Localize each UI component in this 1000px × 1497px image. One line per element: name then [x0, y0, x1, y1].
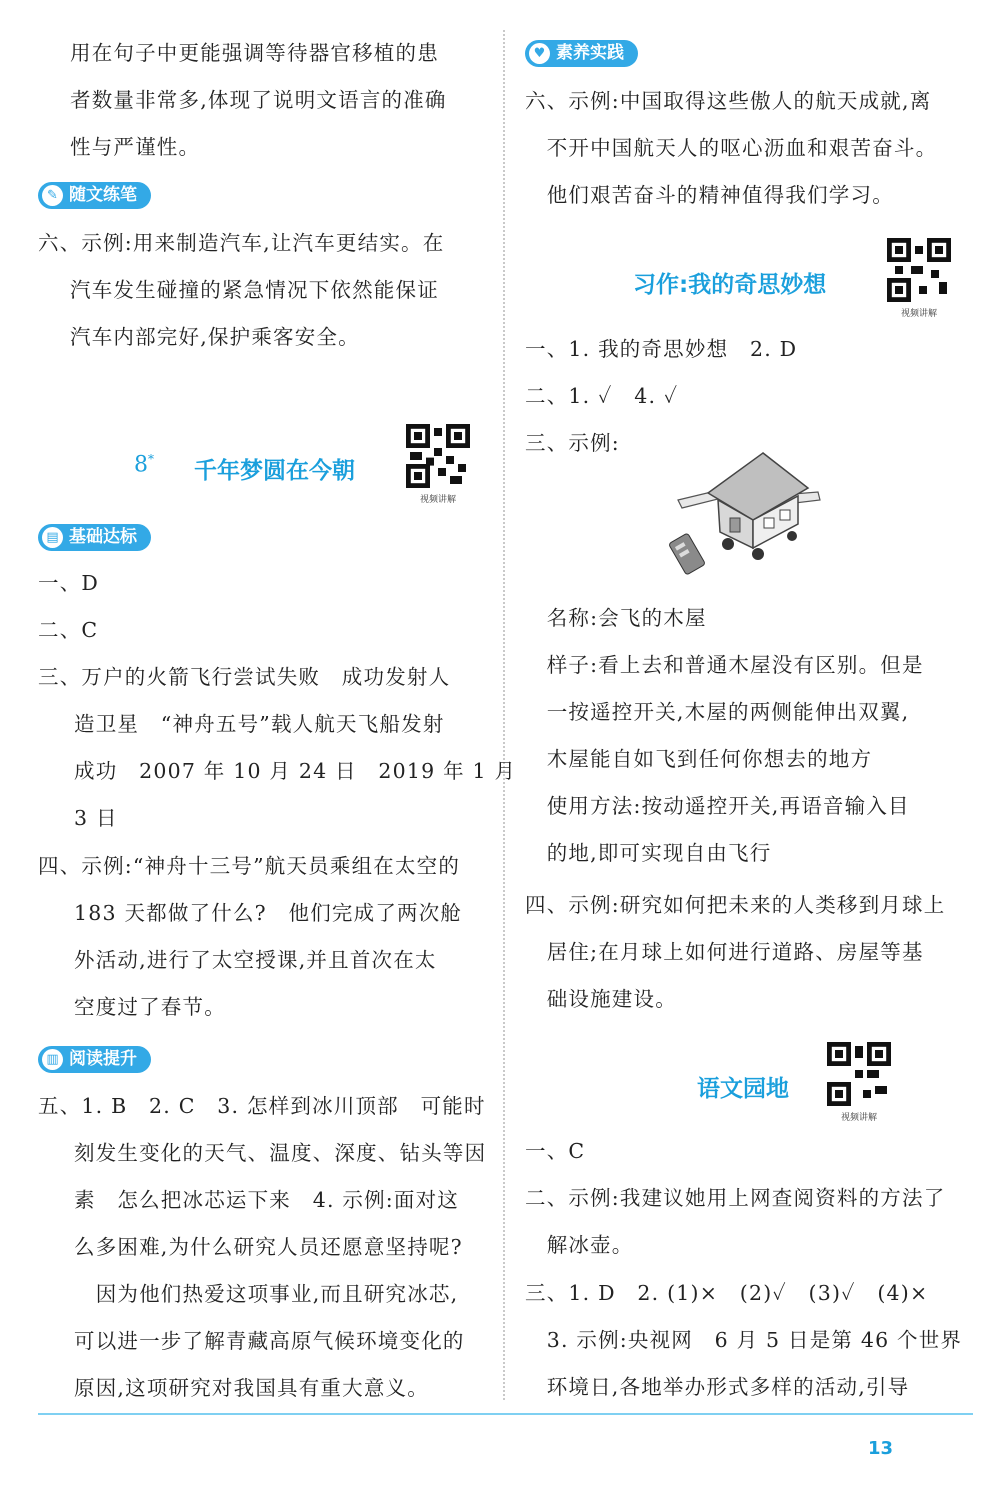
lesson-title: 千年梦圆在今朝 — [194, 458, 355, 484]
answer-si-left: 四、示例:“神舟十三号”航天员乘组在太空的 183 天都做了什么? 他们完成了两次舱 外活动,进行了太空授课,并且首次在太 空度过了春节。 — [38, 854, 463, 1019]
answer-er-yuandi: 二、示例:我建议她用上网查阅资料的方法了 解冰壶。 — [525, 1186, 946, 1257]
yuwen-yuandi-title: 语文园地 — [697, 1076, 789, 1102]
qr-code-lesson8[interactable]: 视频讲解 — [406, 424, 470, 505]
badge-suyang-shijian: ♥ 素养实践 — [525, 40, 638, 67]
answer-san-right-body: 名称:会飞的木屋 样子:看上去和普通木屋没有区别。但是 一按遥控开关,木屋的两侧能伸出双翼, 木屋能自如飞到任何你想去的地方 使用方法:按动遥控开关,再语音输入目 的地,即可实现自由飞行 — [525, 606, 924, 865]
answer-si-right: 四、示例:研究如何把未来的人类移到月球上 居住;在月球上如何进行道路、房屋等基 础设施建设。 — [525, 893, 946, 1011]
answer-yi-left: 一、D — [38, 571, 100, 595]
answer-liu-right: 六、示例:中国取得这些傲人的航天成就,离 不开中国航天人的呕心沥血和艰苦奋斗。 他们艰苦奋斗的精神值得我们学习。 — [525, 89, 938, 207]
document-icon: ▤ — [42, 527, 63, 548]
xizuo-title: 习作:我的奇思妙想 — [633, 272, 827, 298]
flying-house-illustration — [668, 448, 828, 578]
badge-suiwen-lianbi: ✎ 随文练笔 — [38, 182, 151, 209]
lightbulb-icon: ♥ — [529, 43, 550, 64]
page-number: 13 — [868, 1438, 894, 1459]
answer-er-left: 二、C — [38, 618, 99, 642]
answer-san-right-head: 三、示例: — [525, 431, 620, 455]
qr-code-icon — [827, 1042, 891, 1106]
pencil-icon: ✎ — [42, 185, 63, 206]
intro-paragraph: 用在句子中更能强调等待器官移植的患 者数量非常多,体现了说明文语言的准确 性与严谨性。 — [70, 41, 447, 159]
qr-code-xizuo[interactable]: 视频讲解 — [887, 238, 951, 319]
answer-wu-left: 五、1. B 2. C 3. 怎样到冰川顶部 可能时 刻发生变化的天气、温度、深度、钻头等因 素 怎么把冰芯运下来 4. 示例:面对这 么多困难,为什么研究人员还愿意坚持呢? 因为他们热爱这项事业,而且研究冰芯, 可以进一步了解青藏高原气候环境变化的 原因,这项研究对我国具有重大意义。 — [38, 1094, 487, 1400]
answer-san-left: 三、万户的火箭飞行尝试失败 成功发射人 造卫星 “神舟五号”载人航天飞船发射 成功 2007 年 10 月 24 日 2019 年 1 月 3 日 — [38, 665, 517, 830]
badge-jichu-dabiao: ▤ 基础达标 — [38, 524, 151, 551]
badge-yuedu-tisheng: ▥ 阅读提升 — [38, 1046, 151, 1073]
book-icon: ▥ — [42, 1049, 63, 1070]
qr-code-icon — [887, 238, 951, 302]
qr-code-icon — [406, 424, 470, 488]
footer-rule — [38, 1413, 973, 1415]
qr-code-yuandi[interactable]: 视频讲解 — [827, 1042, 891, 1123]
answer-er-right: 二、1. ✓ 4. ✓ — [525, 384, 679, 408]
answer-san-yuandi: 三、1. D 2. (1)× (2)✓ (3)✓ (4)× 3. 示例:央视网 6 月 5 日是第 46 个世界 环境日,各地举办形式多样的活动,引导 — [525, 1281, 963, 1399]
answer-yi-right: 一、1. 我的奇思妙想 2. D — [525, 337, 798, 361]
answer-yi-yuandi: 一、C — [525, 1139, 586, 1163]
lesson-number: 8* — [134, 452, 154, 478]
answer-liu-left: 六、示例:用来制造汽车,让汽车更结实。在 汽车发生碰撞的紧急情况下依然能保证 汽车内部完好,保护乘客安全。 — [38, 231, 445, 349]
